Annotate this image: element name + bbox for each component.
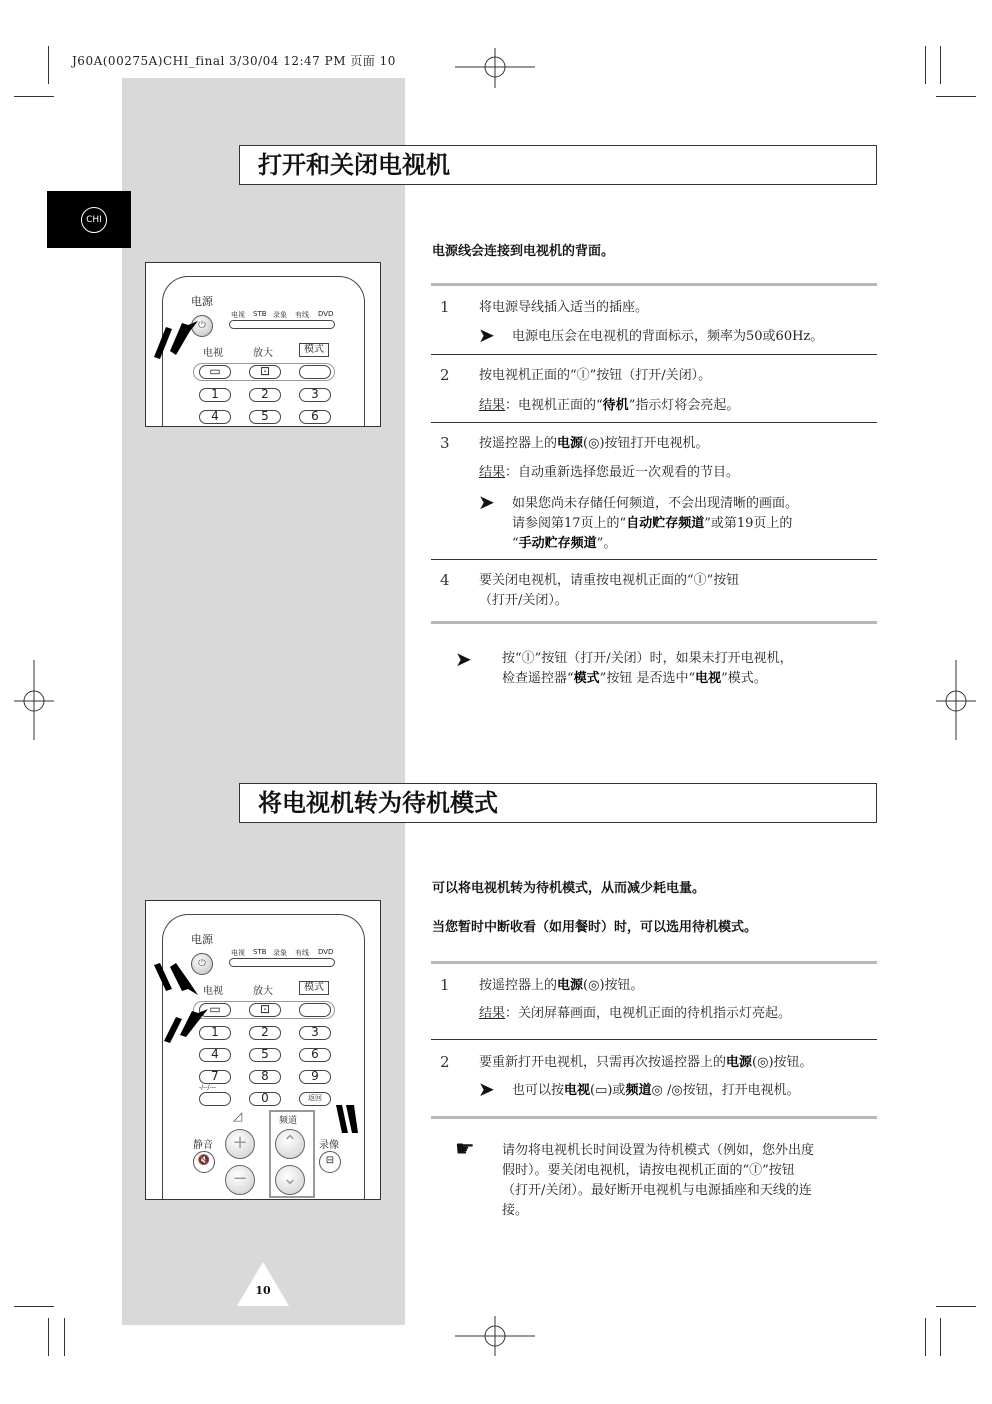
section-title-power: 打开和关闭电视机 — [239, 145, 877, 185]
remote-mode-label: DVD — [318, 310, 334, 318]
text-part: ◎ /◎按钮，打开电视机。 — [651, 1083, 800, 1098]
digit-button: 3 — [299, 1026, 331, 1040]
divider — [431, 961, 877, 964]
section2-intro-1: 可以将电视机转为待机模式，从而减少耗电量。 — [432, 881, 706, 896]
text-part: ”或第19页上的 — [704, 516, 793, 531]
digit-button: 9 — [299, 1070, 331, 1084]
divider — [431, 559, 877, 560]
warning-note — [502, 1141, 814, 1221]
remote-mode-label: 录象 — [273, 949, 287, 957]
step-number: 4 — [440, 571, 450, 589]
step-note — [512, 494, 798, 554]
back-button: 返回 — [299, 1092, 331, 1106]
divider — [431, 422, 877, 423]
power-button-icon: ⏻ — [191, 315, 213, 337]
text-line: （打开/关闭）。 — [479, 593, 568, 608]
crop-mark — [925, 1318, 926, 1356]
tv-button-icon: ▭ — [199, 365, 231, 379]
section-title-standby: 将电视机转为待机模式 — [239, 783, 877, 823]
volume-down-icon: − — [225, 1165, 255, 1195]
text-part: 检查遥控器“ — [502, 671, 574, 686]
crop-mark — [940, 1318, 941, 1356]
text-part: 要重新打开电视机，只需再次按遥控器上的 — [479, 1055, 727, 1070]
registration-mark — [14, 660, 54, 740]
divider — [431, 1116, 877, 1119]
section1-intro: 电源线会连接到电视机的背面。 — [432, 244, 615, 259]
digit-button: 5 — [249, 1048, 281, 1062]
remote-mode-label: 有线 — [295, 311, 309, 319]
result-label: 结果 — [479, 465, 506, 480]
step-text: 将电源导线插入适当的插座。 — [479, 300, 649, 315]
text-part: 按遥控器上的 — [479, 978, 558, 993]
crop-mark — [14, 1306, 54, 1307]
note-line: 如果您尚未存储任何频道，不会出现清晰的画面。 — [512, 496, 799, 511]
result-text: ：电视机正面的“ — [505, 398, 603, 413]
digit-button: 1 — [199, 1026, 231, 1040]
tv-button-icon: ▭ — [199, 1003, 231, 1017]
text-bold: 频道 — [625, 1083, 652, 1098]
crop-mark — [925, 46, 926, 84]
step-number: 2 — [440, 1053, 450, 1071]
text-part: 按遥控器上的 — [479, 436, 558, 451]
warning-line: 接。 — [502, 1203, 529, 1218]
text-bold: 电视 — [695, 671, 722, 686]
remote-tv-label: 电视 — [203, 348, 223, 359]
zoom-button-icon: ⊡ — [249, 1003, 281, 1017]
step-result — [479, 396, 739, 416]
remote-mode-label: 录象 — [273, 311, 287, 319]
divider — [431, 621, 877, 624]
remote-mode-label: 有线 — [295, 949, 309, 957]
result-label: 结果 — [479, 1006, 506, 1021]
note-arrow-icon: ➤ — [455, 647, 472, 671]
note-arrow-icon: ➤ — [478, 323, 495, 347]
step-result — [479, 1004, 791, 1024]
digit-button: 2 — [249, 388, 281, 402]
text-bold: 电源 — [726, 1055, 753, 1070]
digit-button: 5 — [249, 410, 281, 424]
crop-mark — [936, 1306, 976, 1307]
result-text: ：关闭屏幕画面，电视机正面的待机指示灯亮起。 — [505, 1006, 792, 1021]
text-bold: 模式 — [573, 671, 600, 686]
text-bold: 电视 — [564, 1083, 591, 1098]
remote-zoom-label: 放大 — [253, 348, 273, 359]
digit-button: 1 — [199, 388, 231, 402]
digit-button: 6 — [299, 1048, 331, 1062]
crop-mark — [936, 96, 976, 97]
footnote-line — [502, 669, 793, 689]
note-arrow-icon: ➤ — [478, 490, 495, 514]
pointer-arrow-icon — [332, 1103, 360, 1135]
step-text — [479, 571, 739, 611]
step-text — [479, 976, 644, 996]
text-part: (▭)或 — [590, 1083, 626, 1098]
registration-mark — [936, 660, 976, 740]
text-bold: 自动贮存频道 — [626, 516, 705, 531]
note-arrow-icon: ➤ — [478, 1077, 495, 1101]
registration-mark — [455, 1316, 535, 1356]
mode-button — [299, 1003, 331, 1017]
page-number: 10 — [255, 1284, 271, 1297]
divider — [431, 283, 877, 286]
remote-illustration-1 — [145, 262, 381, 427]
remote-zoom-label: 放大 — [253, 986, 273, 997]
result-text: ：自动重新选择您最近一次观看的节目。 — [505, 465, 740, 480]
volume-icon: ◿ — [233, 1109, 243, 1123]
crop-mark — [64, 1318, 65, 1356]
channel-up-icon: ⌃ — [275, 1129, 305, 1159]
remote-channel-label: 频道 — [279, 1116, 298, 1126]
remote-illustration-2 — [145, 900, 381, 1200]
registration-mark — [455, 48, 535, 88]
warning-line: 假时）。要关闭电视机，请按电视机正面的“Ⓘ”按钮 — [502, 1163, 795, 1178]
digit-button: 6 — [299, 410, 331, 424]
mode-indicator-bar — [229, 958, 335, 967]
text-part: ”按钮 是否选中“ — [599, 671, 696, 686]
divider — [431, 354, 877, 355]
footnote-line: 按“Ⓘ”按钮（打开/关闭）时，如果未打开电视机， — [502, 651, 793, 666]
crop-mark — [940, 46, 941, 84]
remote-mode-label: 模式 — [299, 343, 329, 357]
result-label: 结果 — [479, 398, 506, 413]
pointer-arrow-icon — [152, 321, 200, 361]
note-line — [512, 514, 798, 534]
step-text — [479, 434, 709, 454]
step-number: 3 — [440, 434, 450, 452]
text-bold: 电源 — [557, 978, 584, 993]
digit-button: 8 — [249, 1070, 281, 1084]
step-text: 按电视机正面的“Ⓘ”按钮（打开/关闭）。 — [479, 368, 712, 383]
power-button-icon: ⏻ — [191, 953, 213, 975]
remote-dash-label: -/--/--- — [199, 1084, 217, 1091]
file-info-header: J60A(00275A)CHI_final 3/30/04 12:47 PM 页面 10 — [72, 54, 396, 68]
warning-line: 请勿将电视机长时间设置为待机模式（例如，您外出度 — [502, 1143, 815, 1158]
digit-button: 2 — [249, 1026, 281, 1040]
pointer-arrow-icon — [152, 961, 200, 995]
zoom-button-icon: ⊡ — [249, 365, 281, 379]
text-part: “ — [512, 536, 519, 551]
footnote — [502, 649, 793, 689]
remote-mode-label: STB — [253, 948, 267, 956]
digit-button: 4 — [199, 1048, 231, 1062]
text-part: 请参阅第17页上的“ — [512, 516, 627, 531]
step-number: 1 — [440, 298, 450, 316]
text-bold: 电源 — [557, 436, 584, 451]
text-part: (◎)按钮打开电视机。 — [583, 436, 709, 451]
step-note: 电源电压会在电视机的背面标示，频率为50或60Hz。 — [512, 329, 824, 344]
pointer-arrow-icon — [162, 1009, 208, 1043]
text-part: ”模式。 — [721, 671, 767, 686]
warning-line: （打开/关闭）。最好断开电视机与电源插座和天线的连 — [502, 1183, 812, 1198]
text-bold: 手动贮存频道 — [518, 536, 597, 551]
record-icon: ⊟ — [319, 1151, 341, 1173]
remote-mode-label: STB — [253, 310, 267, 318]
pointing-hand-icon: ☛ — [455, 1137, 475, 1162]
remote-mode-label: 模式 — [299, 981, 329, 995]
text-part: (◎)按钮。 — [752, 1055, 813, 1070]
text-line: 要关闭电视机，请重按电视机正面的“Ⓘ”按钮 — [479, 573, 740, 588]
text-part: 也可以按 — [512, 1083, 565, 1098]
language-tab — [47, 191, 131, 248]
mode-button — [299, 365, 331, 379]
result-text: ”指示灯将会亮起。 — [628, 398, 740, 413]
digit-button: 3 — [299, 388, 331, 402]
section2-intro-2: 当您暂时中断收看（如用餐时）时，可以选用待机模式。 — [432, 920, 758, 935]
step-text — [479, 1053, 813, 1073]
crop-mark — [48, 46, 49, 84]
mute-icon: 🔇 — [193, 1151, 215, 1173]
step-number: 1 — [440, 976, 450, 994]
result-bold: 待机 — [602, 398, 629, 413]
digit-button: 4 — [199, 410, 231, 424]
dash-button — [199, 1092, 231, 1106]
step-result — [479, 463, 739, 483]
digit-button: 0 — [249, 1092, 281, 1106]
remote-mode-label: 电视 — [231, 311, 245, 319]
crop-mark — [14, 96, 54, 97]
step-note — [512, 1081, 800, 1101]
remote-mode-label: 电视 — [231, 949, 245, 957]
note-line — [512, 534, 798, 554]
mode-indicator-bar — [229, 320, 335, 329]
remote-tv-label: 电视 — [203, 986, 223, 997]
remote-power-label: 电源 — [191, 295, 213, 308]
remote-mute-label: 静音 — [193, 1140, 213, 1151]
language-tab-label: CHI — [81, 207, 107, 233]
divider — [431, 1039, 877, 1040]
remote-record-label: 录像 — [319, 1140, 339, 1151]
text-part: (◎)按钮。 — [583, 978, 644, 993]
volume-up-icon: + — [225, 1129, 255, 1159]
remote-power-label: 电源 — [191, 933, 213, 946]
text-part: ”。 — [596, 536, 617, 551]
digit-button: 7 — [199, 1070, 231, 1084]
crop-mark — [48, 1318, 49, 1356]
step-number: 2 — [440, 366, 450, 384]
remote-mode-label: DVD — [318, 948, 334, 956]
channel-down-icon: ⌄ — [275, 1165, 305, 1195]
